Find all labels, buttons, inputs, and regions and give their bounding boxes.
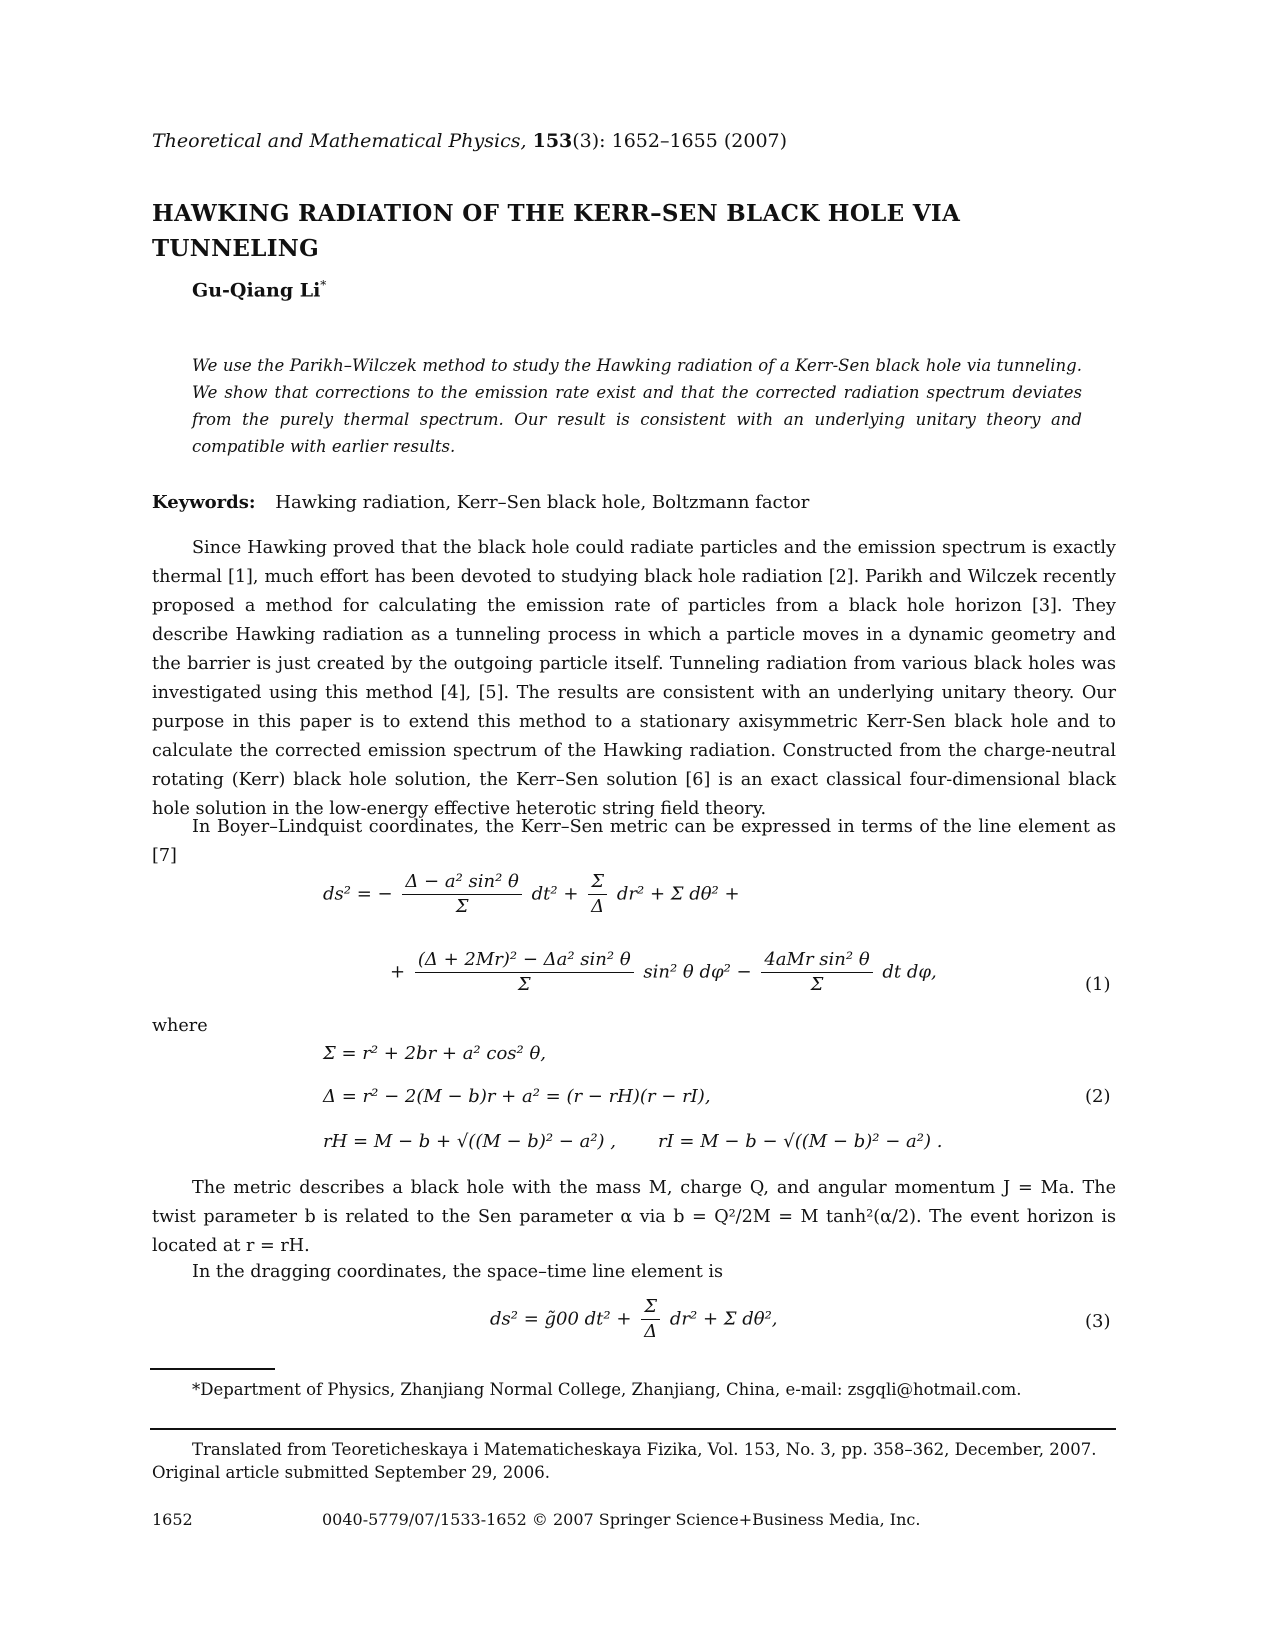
abstract: We use the Parikh–Wilczek method to study the Hawking radiation of a Kerr-Sen black hole via tunneling. We show that corrections to the emission rate exist and that the corrected radiation spectrum deviates from the purely thermal spectrum. Our result is consistent with an underlying unitary theory and compatible with earlier results.: [192, 356, 1082, 456]
eq1a-f2-den: Δ: [591, 896, 605, 917]
eq1a-tail: dr² + Σ dθ² +: [616, 883, 740, 905]
eq1b-mid: sin² θ dφ² −: [643, 961, 752, 983]
eq1a-f1-den: Σ: [455, 896, 469, 917]
journal-volume: 153: [532, 130, 573, 152]
translation-line-2: Original article submitted September 29, 2006.: [152, 1463, 550, 1482]
eq1b-tail: dt dφ,: [882, 961, 937, 983]
author-line: [192, 278, 326, 301]
keywords-label: Keywords:: [152, 492, 256, 513]
eq1b-fraction-2: [761, 948, 872, 997]
eq3-f-den: Δ: [644, 1321, 658, 1342]
eq1b-f1-num: (Δ + 2Mr)² − Δa² sin² θ: [415, 948, 634, 973]
eq1a-mid: dt² +: [531, 883, 579, 905]
where-label: where: [152, 1016, 208, 1036]
eq1b-plus: +: [390, 961, 406, 983]
author-name: Gu-Qiang Li: [192, 279, 321, 302]
author-footnote-mark: *: [320, 278, 327, 292]
equation-2-line-3-left: rH = M − b + √((M − b)² − a²) ,: [323, 1131, 617, 1152]
footnote: *Department of Physics, Zhanjiang Normal College, Zhanjiang, China, e-mail: zsgqli@hotmail.com.: [192, 1380, 1022, 1399]
translation-line-1: Translated from Teoreticheskaya i Matematicheskaya Fizika, Vol. 153, No. 3, pp. 358–362, December, 2007.: [192, 1440, 1097, 1459]
eq3-f-num: Σ: [641, 1295, 660, 1320]
eq1a-f1-num: Δ − a² sin² θ: [402, 870, 522, 895]
paragraph-3: The metric describes a black hole with the mass M, charge Q, and angular momentum J = Ma. The twist parameter b is related to the Sen parameter α via b = Q²/2M = M tanh²(α/2). The event horizon is located at r = rH.: [152, 1178, 1116, 1256]
journal-issue-pages: (3): 1652–1655 (2007): [572, 130, 788, 152]
paragraph-2: In Boyer–Lindquist coordinates, the Kerr–Sen metric can be expressed in terms of the line element as [7]: [152, 817, 1116, 866]
equation-2-line-3-right: rI = M − b − √((M − b)² − a²) .: [658, 1131, 943, 1152]
eq3-fraction: [641, 1295, 660, 1344]
equation-1-line-1: [323, 870, 740, 919]
eq1b-f2-den: Σ: [810, 974, 824, 995]
translation-rule: [150, 1428, 1116, 1430]
equation-3-number: (3): [1085, 1311, 1111, 1332]
journal-name: Theoretical and Mathematical Physics,: [152, 130, 527, 152]
paragraph-1: Since Hawking proved that the black hole could radiate particles and the emission spectrum is exactly thermal [1], much effort has been devoted to studying black hole radiation [2]. Parikh and Wilczek recently proposed a method for calculating the emission rate of particles from a black hole horizon [3]. They describe Hawking radiation as a tunneling process in which a particle moves in a dynamic geometry and the barrier is just created by the outgoing particle itself. Tunneling radiation from various black holes was investigated using this method [4], [5]. The results are consistent with an underlying unitary theory. Our purpose in this paper is to extend this method to a stationary axisymmetric Kerr-Sen black hole and to calculate the corrected emission spectrum of the Hawking radiation. Constructed from the charge-neutral rotating (Kerr) black hole solution, the Kerr–Sen solution [6] is an exact classical four-dimensional black hole solution in the low-energy effective heterotic string field theory.: [152, 538, 1116, 819]
equation-1-number: (1): [1085, 974, 1111, 995]
keywords: [152, 492, 809, 513]
eq1a-fraction-2: [588, 870, 607, 919]
issn-copyright: 0040-5779/07/1533-1652 © 2007 Springer Science+Business Media, Inc.: [322, 1510, 921, 1529]
keywords-text: Hawking radiation, Kerr–Sen black hole, Boltzmann factor: [275, 492, 810, 513]
paper-title: HAWKING RADIATION OF THE KERR–SEN BLACK HOLE VIA TUNNELING: [152, 200, 961, 262]
equation-2-line-2: Δ = r² − 2(M − b)r + a² = (r − rH)(r − rI),: [323, 1086, 711, 1107]
paragraph-4: In the dragging coordinates, the space–time line element is: [192, 1262, 724, 1282]
eq1a-f2-num: Σ: [588, 870, 607, 895]
eq3-tail: dr² + Σ dθ²,: [669, 1308, 778, 1330]
eq3-lhs: ds² = g̃00 dt² +: [490, 1308, 632, 1330]
eq1b-f2-num: 4aMr sin² θ: [761, 948, 872, 973]
equation-3: [490, 1295, 778, 1344]
eq1a-fraction-1: [402, 870, 522, 919]
footnote-rule: [150, 1368, 275, 1370]
equation-1-line-2: [390, 948, 937, 997]
page-number: 1652: [152, 1510, 193, 1529]
equation-2-number: (2): [1085, 1086, 1111, 1107]
eq1b-f1-den: Σ: [517, 974, 531, 995]
journal-citation: [152, 130, 787, 152]
equation-2-line-1: Σ = r² + 2br + a² cos² θ,: [323, 1043, 547, 1064]
eq1b-fraction-1: [415, 948, 634, 997]
eq1a-lhs: ds² = −: [323, 883, 393, 905]
